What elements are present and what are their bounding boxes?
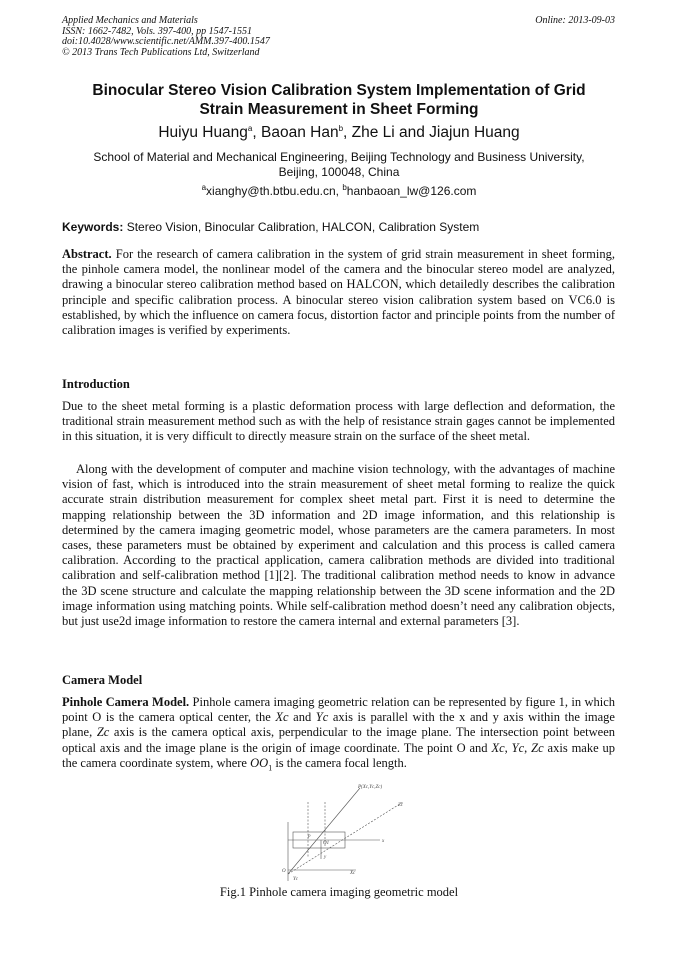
journal-name: Applied Mechanics and Materials	[62, 15, 198, 26]
introduction-paragraph-1: Due to the sheet metal forming is a plastic deformation process with large deflection and deformation, the traditional strain measurement method such as with the help of resistance strain gages cannot be implemented in this situation, it is very difficult to directly measure strain on the surface of the sheet metal.	[62, 399, 615, 444]
symbol-oo1-subscript: 1	[268, 763, 273, 773]
keywords-label: Keywords:	[62, 220, 124, 234]
label-zc: Zc	[398, 803, 403, 808]
email-a-marker: a	[201, 183, 207, 192]
email-b: hanbaoan_lw@126.com	[346, 184, 477, 198]
pinhole-text-1: Pinhole camera imaging geometric relation can be represented by figure 1, in which point O is the camera optical center, the	[62, 695, 615, 725]
title-line-2: Strain Measurement in Sheet Forming	[199, 101, 479, 118]
figure-caption: Fig.1 Pinhole camera imaging geometric model	[219, 885, 459, 899]
pinhole-text-8: is the camera focal length.	[272, 755, 407, 770]
keywords	[62, 220, 616, 234]
doi-line: doi:10.4028/www.scientific.net/AMM.397-400.1547	[62, 36, 270, 47]
author-1: Huiyu Huang	[158, 124, 248, 141]
label-xc: Xc	[350, 871, 356, 876]
email-a: xianghy@th.btbu.edu.cn,	[206, 184, 343, 198]
author-1-affil: a	[247, 123, 253, 133]
affiliation-line-2: Beijing, 100048, China	[278, 165, 400, 179]
pinhole-text-7: axis make up the camera coordinate system, where	[62, 740, 616, 770]
issn-line: ISSN: 1662-7482, Vols. 397-400, pp 1547-1551	[62, 25, 252, 37]
copyright-line: © 2013 Trans Tech Publications Ltd, Switzerland	[62, 46, 260, 58]
symbol-xc: Xc	[275, 710, 289, 725]
author-rest: , Zhe Li and Jiajun Huang	[343, 124, 520, 141]
pinhole-text-4: axis is the camera optical axis, perpendicular to the image plane. The intersection point between optical axis and the image plane is the origin of image coordinate. The point O and	[62, 725, 615, 755]
abstract-label: Abstract.	[62, 247, 112, 261]
pinhole-text-2: and	[288, 710, 316, 725]
symbol-yc: Yc	[315, 710, 329, 725]
symbol-yc-2: Yc	[511, 740, 525, 755]
camera-model-heading: Camera Model	[62, 673, 143, 687]
symbol-xc-2: Xc	[491, 740, 505, 755]
introduction-paragraph-2: Along with the development of computer and machine vision technology, with the advantages of machine vision of fast, which is introduced into the strain measurement of sheet metal forming to realize the quick accurate strain distribution measurement for complex sheet metal part. First it is need to determine the mapping relationship between the 3D information and 2D image information, and this relationship is determined by the camera imaging geometric model, whose parameters are the camera parameters. In most cases, these parameters must be obtained by experiment and calculation and this process is called camera calibration. According to the practical application, camera calibration methods are divided into traditional calibration and self-calibration method [1][2]. The traditional calibration method needs to know in advance the 3D scene structure and calculate the mapping relationship between the 3D scene information and the 2D image information using matching points. While self-calibration method doesn’t need any calibration objects, but just use2d image information to restore the camera internal and external parameters [3].	[62, 462, 615, 629]
zc-axis	[288, 802, 403, 874]
label-o1: O1	[323, 841, 330, 846]
email-b-marker: b	[342, 183, 347, 192]
symbol-oo1: OO	[250, 755, 269, 770]
optical-ray	[288, 788, 360, 874]
pinhole-camera-paragraph	[62, 695, 615, 776]
online-date: Online: 2013-09-03	[535, 15, 615, 26]
label-y: y	[324, 855, 327, 860]
affiliation	[62, 150, 616, 180]
keywords-text: Stereo Vision, Binocular Calibration, HALCON, Calibration System	[123, 220, 480, 234]
pinhole-text-5: ,	[504, 740, 512, 755]
affiliation-line-1: School of Material and Mechanical Engineering, Beijing Technology and Business University,	[93, 150, 585, 164]
email-list	[62, 184, 616, 198]
label-point-p-big: P(Xc,Yc,Zc)	[358, 785, 383, 790]
symbol-zc: Zc	[96, 725, 110, 740]
journal-header	[62, 16, 270, 58]
title-line-1: Binocular Stereo Vision Calibration System Implementation of Grid	[92, 82, 586, 99]
symbol-zc-2: Zc	[531, 740, 544, 755]
pinhole-text-6: ,	[524, 740, 532, 755]
label-yc: Yc	[293, 877, 298, 882]
paper-title	[62, 81, 616, 119]
abstract-text: For the research of camera calibration in the system of grid strain measurement in sheet forming, the pinhole camera model, the nonlinear model of the camera and the binocular stereo model are analyzed, drawing a binocular stereo calibration method based on HALCON, which detailedly describes the calibration principle and specific calibration process. A binocular stereo vision calibration system based on VC6.0 is established, by which the influence on camera focus, distortion factor and principle points from the number of calibration images is verified by experiments.	[62, 247, 615, 338]
label-x: x	[382, 839, 385, 844]
label-o: O	[282, 869, 286, 874]
author-list	[62, 124, 616, 142]
abstract	[62, 247, 615, 338]
author-2-affil: b	[338, 123, 344, 133]
author-2: Baoan Han	[261, 124, 339, 141]
introduction-heading: Introduction	[62, 377, 130, 391]
pinhole-label: Pinhole Camera Model.	[62, 695, 190, 709]
pinhole-text-3: axis is parallel with the x and y axis within the image plane,	[62, 710, 615, 740]
author-separator: ,	[252, 124, 261, 141]
pinhole-camera-diagram	[268, 782, 418, 884]
label-point-p: p	[308, 834, 311, 839]
